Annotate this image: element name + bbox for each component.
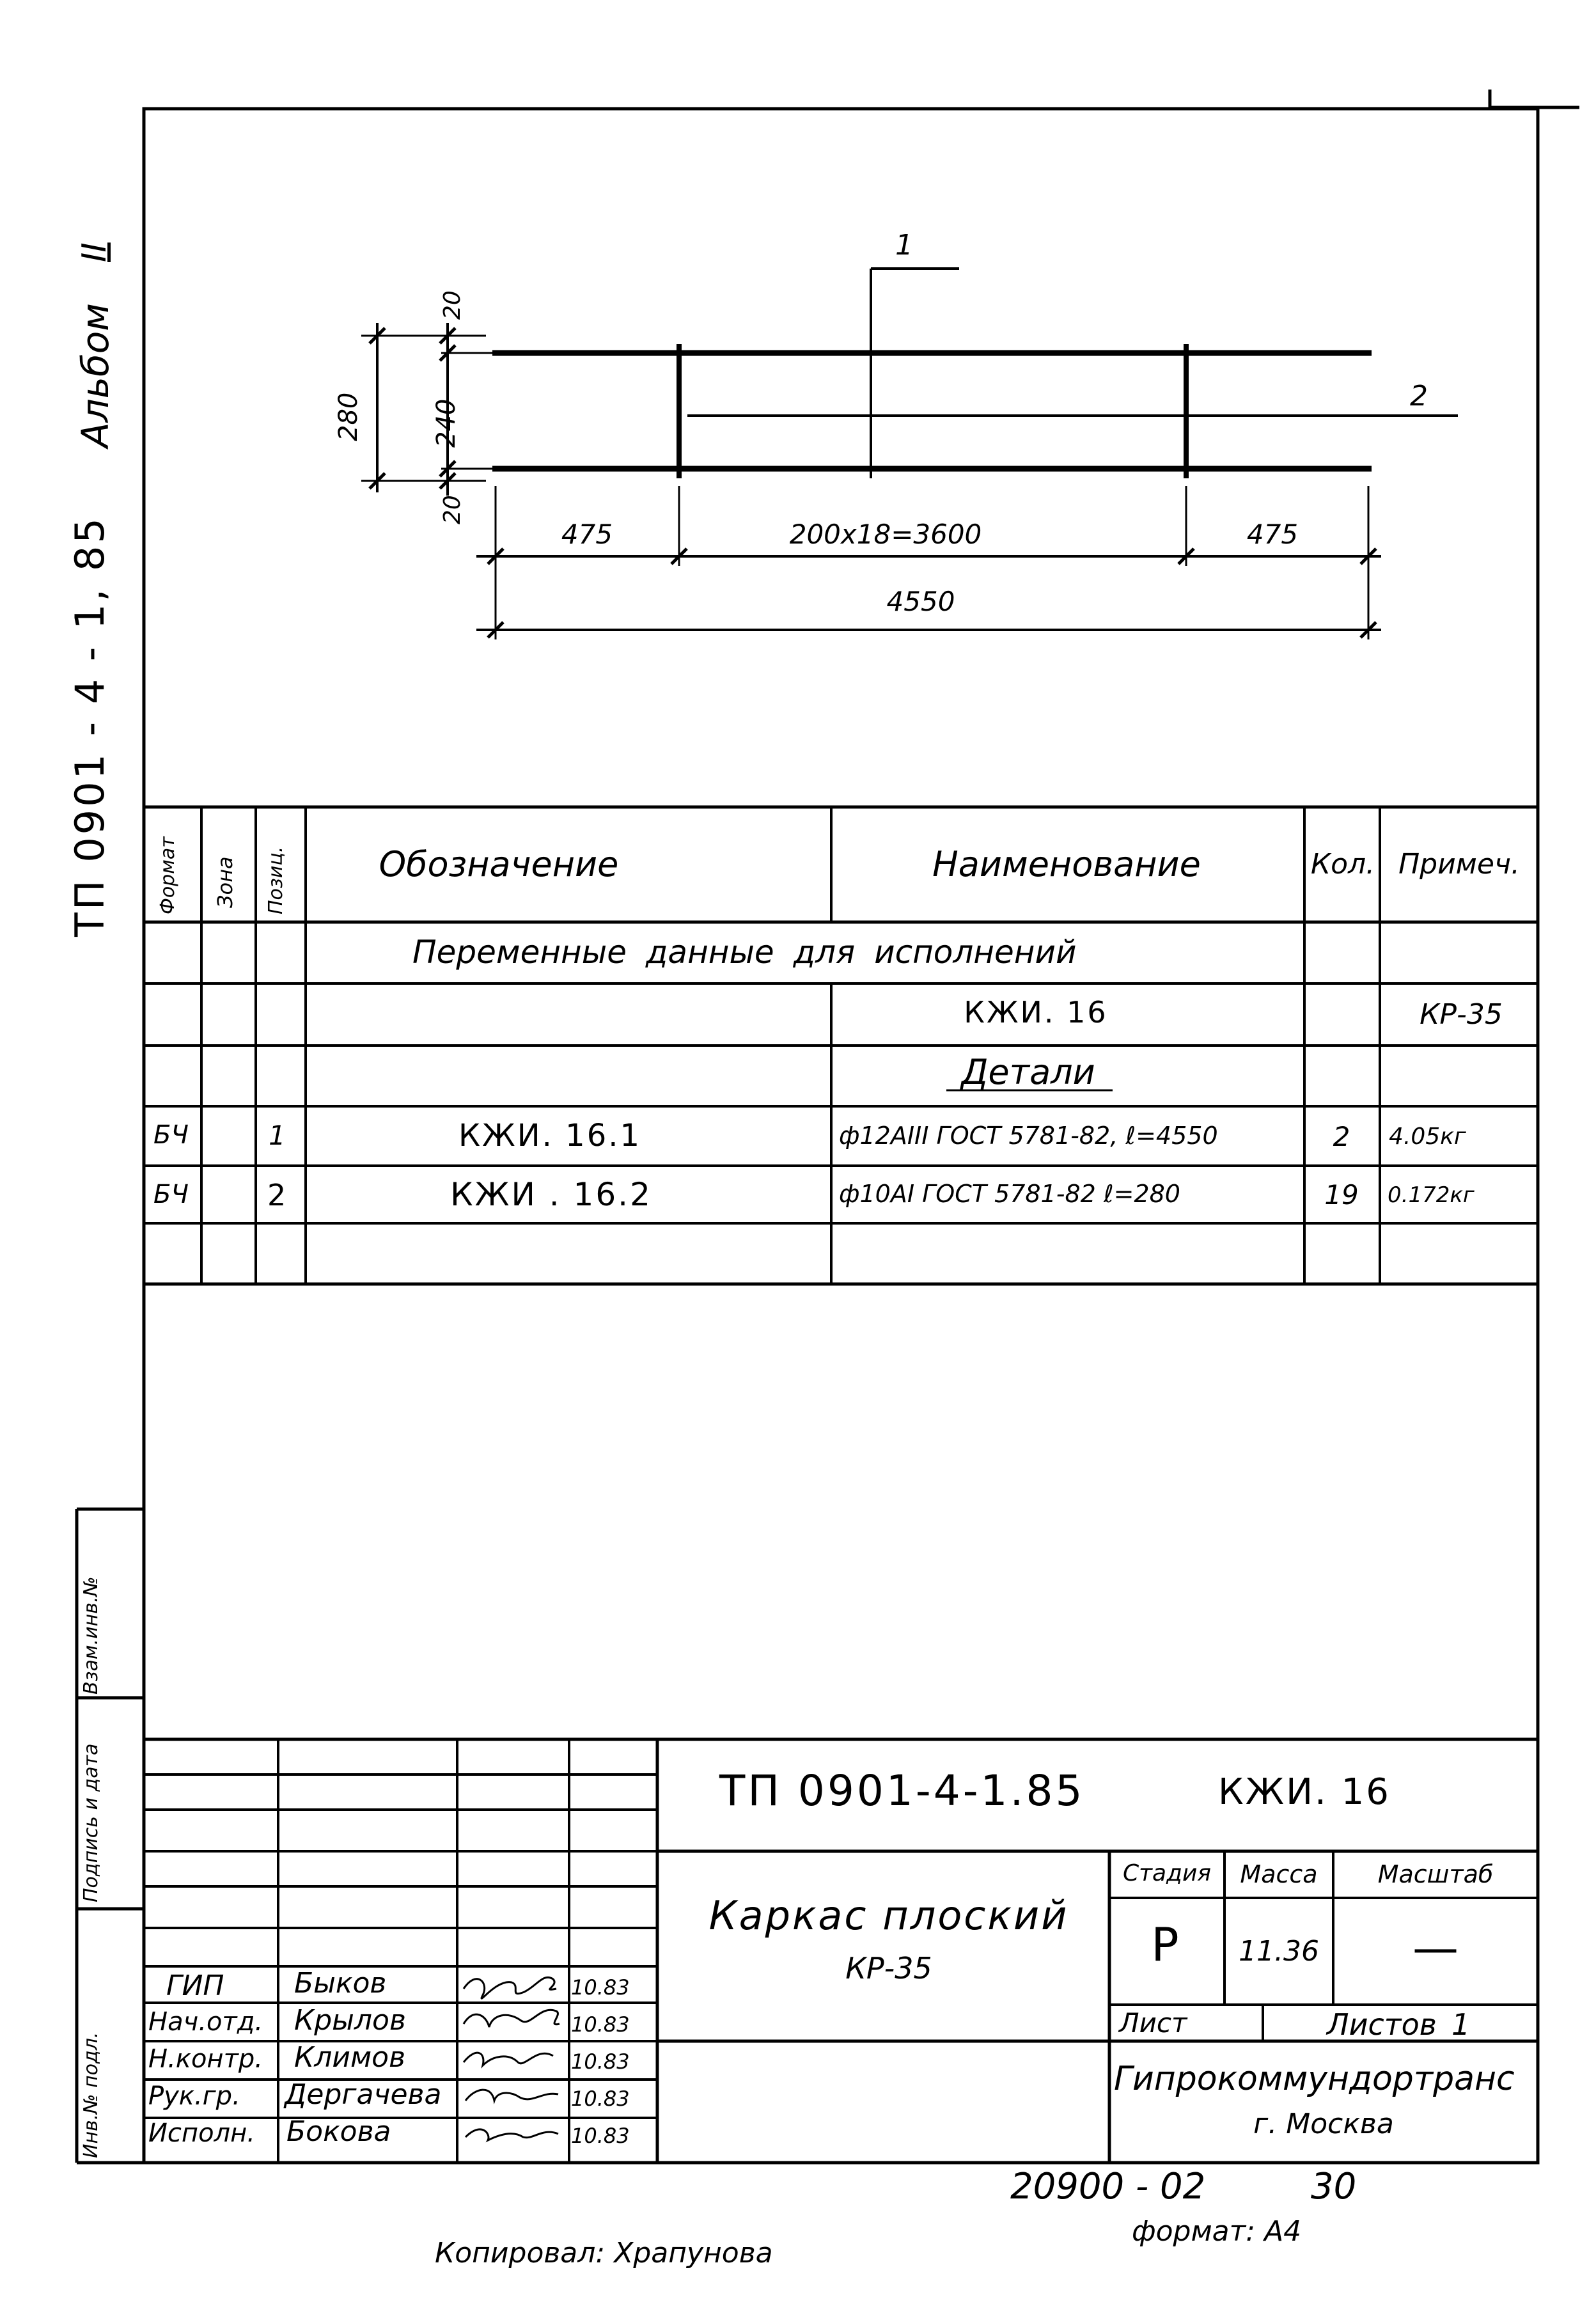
dim-bottom-20: 20 (439, 495, 465, 524)
variant-note: КР-35 (1420, 998, 1503, 1031)
title-doc-number: ТП 0901-4-1.85 (719, 1766, 1085, 1815)
signer-role-5: Исполн. (148, 2119, 255, 2148)
dim-top-20: 20 (439, 290, 465, 320)
copied-by: Копировал: Храпунова (435, 2237, 773, 2269)
col-stage: Стадия (1122, 1860, 1212, 1886)
stamp-label-inventory: Инв.№ подл. (80, 2032, 102, 2158)
signer-role-2: Нач.отд. (148, 2007, 263, 2037)
signer-date-2: 10.83 (571, 2012, 630, 2037)
sheet-label: Лист (1119, 2007, 1187, 2039)
row1-note: 4.05кг (1389, 1124, 1466, 1150)
row2-format: БЧ (153, 1180, 189, 1209)
signer-role-4: Рук.гр. (148, 2081, 240, 2111)
signer-date-1: 10.83 (571, 1975, 630, 2000)
signer-date-4: 10.83 (571, 2087, 630, 2111)
album-number: II (75, 242, 114, 262)
stamp-label-replace: Взам.инв.№ (80, 1576, 102, 1695)
signer-name-1: Быков (294, 1967, 387, 2000)
title-line-2: КР-35 (845, 1951, 932, 1986)
row1-pos: 1 (269, 1120, 286, 1151)
position-marker-2: 2 (1410, 380, 1428, 412)
title-item-code: КЖИ. 16 (1218, 1771, 1391, 1813)
mass-value: 11.36 (1239, 1935, 1319, 1968)
sheets-label: Листов (1327, 2007, 1437, 2042)
signer-date-3: 10.83 (571, 2049, 630, 2074)
header-note: Примеч. (1398, 848, 1520, 881)
signer-date-5: 10.83 (571, 2124, 630, 2148)
col-scale: Масштаб (1377, 1860, 1494, 1888)
col-mass: Масса (1240, 1860, 1318, 1888)
album-label-text: Альбом (74, 303, 117, 448)
row2-note: 0.172кг (1388, 1182, 1475, 1208)
header-qty: Кол. (1310, 848, 1375, 881)
variant-name: КЖИ. 16 (964, 995, 1108, 1030)
row1-qty: 2 (1333, 1121, 1350, 1152)
row2-pos: 2 (267, 1178, 286, 1212)
header-position: Позиц. (265, 846, 287, 914)
signer-name-2: Крылов (294, 2004, 406, 2037)
signer-name-5: Бокова (286, 2115, 391, 2148)
city: г. Москва (1253, 2108, 1394, 2140)
dim-475-left: 475 (561, 519, 613, 550)
archive-number: 20900 - 02 (1010, 2166, 1206, 2207)
row1-designation: КЖИ. 16.1 (458, 1118, 642, 1154)
stamp-label-signature: Подпись и дата (80, 1743, 102, 1902)
signer-name-4: Дергачева (285, 2078, 442, 2111)
signer-role-3: Н.контр. (148, 2044, 263, 2074)
dim-240: 240 (432, 398, 461, 448)
dim-3600: 200х18=3600 (789, 519, 982, 550)
page-number: 30 (1311, 2166, 1357, 2207)
dim-280: 280 (334, 392, 363, 441)
row1-name: ф12АIII ГОСТ 5781-82, ℓ=4550 (839, 1122, 1218, 1150)
header-designation: Обозначение (379, 844, 619, 884)
organization: Гипрокоммундортранс (1114, 2060, 1515, 2098)
signer-name-3: Климов (294, 2041, 406, 2074)
signer-role-1: ГИП (166, 1970, 224, 2002)
cage-drawing (361, 269, 1458, 639)
dim-475-right: 475 (1246, 519, 1299, 550)
header-zone: Зона (213, 856, 237, 908)
title-line-1: Каркас плоский (708, 1892, 1069, 1939)
row2-designation: КЖИ . 16.2 (450, 1176, 652, 1213)
album-label (74, 303, 117, 448)
format-label: формат: А4 (1132, 2215, 1302, 2248)
dim-4550: 4550 (886, 586, 955, 617)
scale-value: — (1412, 1921, 1459, 1975)
position-marker-1: 1 (895, 229, 913, 262)
row1-format: БЧ (153, 1120, 189, 1150)
row2-name: ф10АI ГОСТ 5781-82 ℓ=280 (839, 1180, 1180, 1208)
sheets-count: 1 (1451, 2007, 1471, 2042)
row2-qty: 19 (1324, 1179, 1359, 1210)
side-doc-code: ТП 0901 - 4 - 1, 85 (66, 515, 113, 937)
stage-value: Р (1151, 1918, 1179, 1971)
section-variable-data: Переменные данные для исполнений (412, 934, 1077, 971)
header-format: Формат (157, 836, 179, 914)
header-name: Наименование (932, 844, 1201, 884)
section-details: Детали (961, 1052, 1095, 1092)
